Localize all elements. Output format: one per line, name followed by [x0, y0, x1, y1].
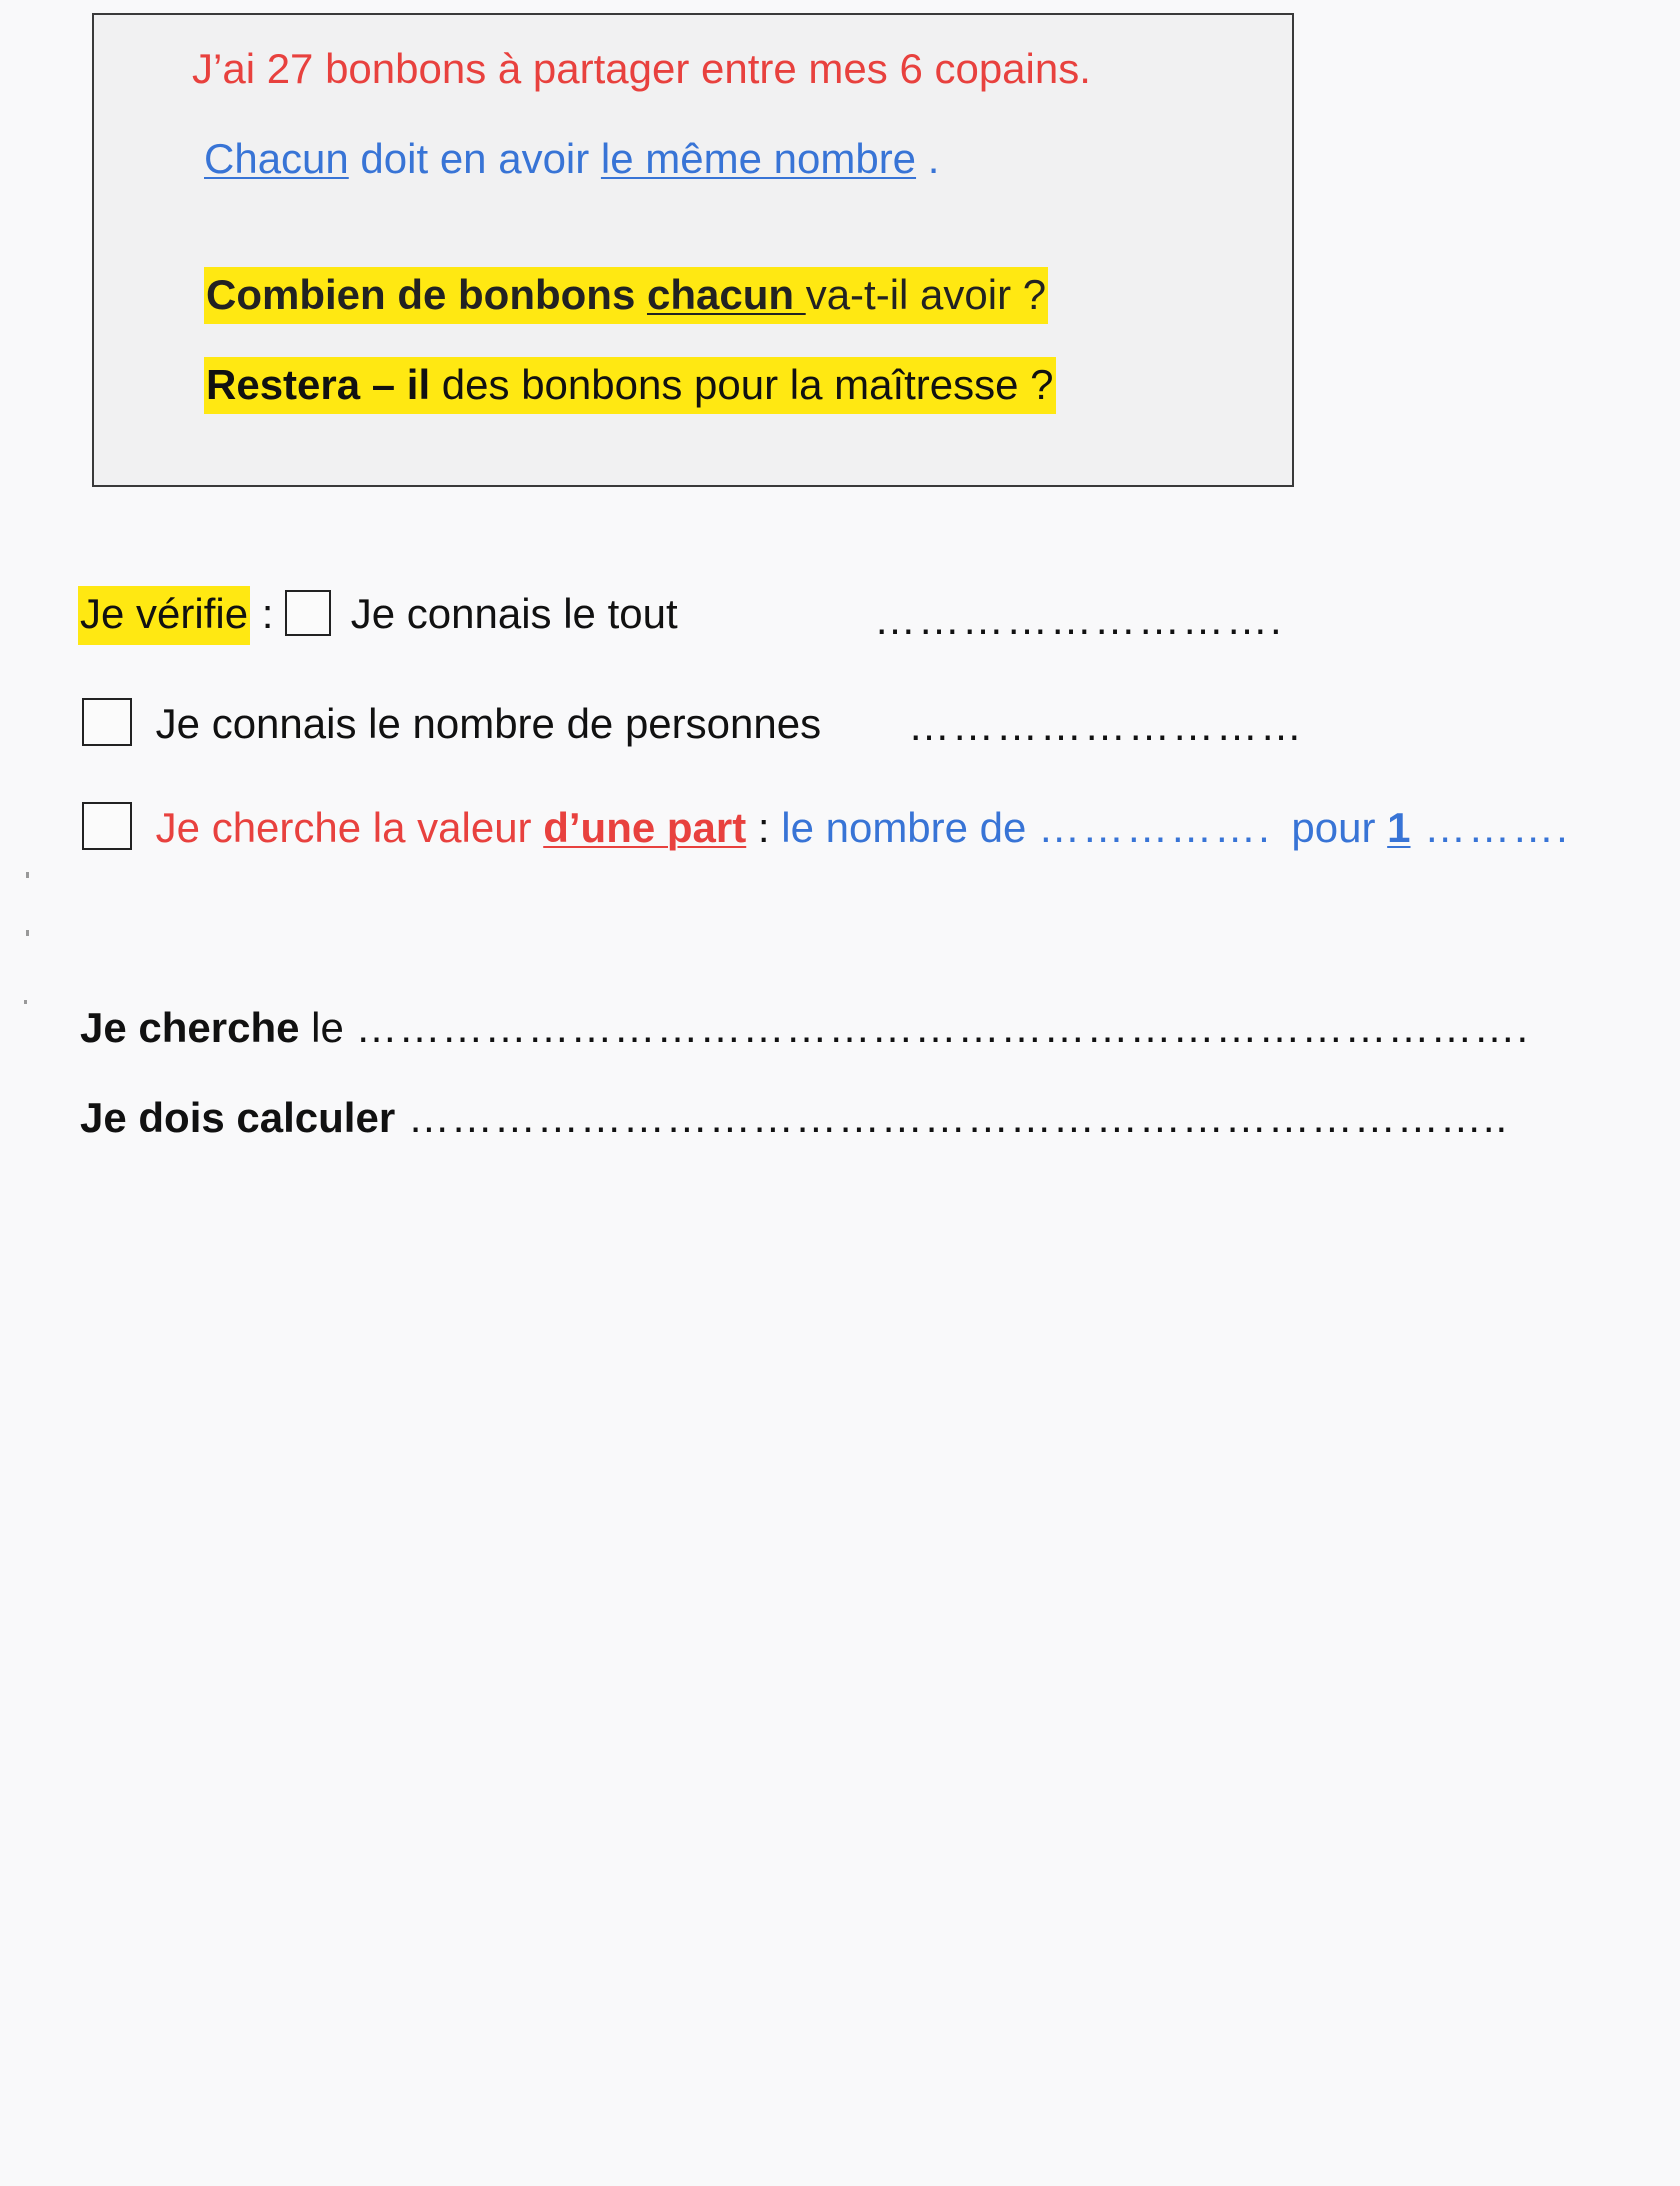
- verify-item-1-dots: ……………………….: [874, 596, 1284, 643]
- checkbox-personnes[interactable]: [82, 698, 132, 746]
- question-1-chacun: chacun: [646, 271, 806, 318]
- verify-item-2-dots: ………………………: [908, 702, 1304, 749]
- checkbox-tout[interactable]: [285, 590, 331, 636]
- search-row: Je cherche le ……………………………………………………………………….: [80, 1004, 1530, 1051]
- question-1-highlight: Combien de bonbons chacun va-t-il avoir ?: [204, 267, 1048, 324]
- number-one: 1: [1387, 804, 1411, 851]
- search-label: Je cherche: [80, 1004, 300, 1051]
- problem-statement: J’ai 27 bonbons à partager entre mes 6 copains.: [192, 45, 1091, 92]
- search-dots: ……………………………………………………………………….: [355, 1004, 1530, 1051]
- verify-row-2: [82, 698, 821, 748]
- question-1: [204, 271, 1048, 319]
- verify-row-1: Je vérifie : Je connais le tout: [78, 590, 678, 638]
- question-2-highlight: Restera – il des bonbons pour la maîtresse ?: [204, 357, 1056, 414]
- verify-item-3-dots-1: …………….: [1038, 804, 1286, 851]
- condition-word-meme-nombre: le même nombre: [600, 135, 917, 182]
- calculate-label: Je dois calculer: [80, 1094, 396, 1141]
- checkbox-une-part[interactable]: [82, 802, 132, 850]
- verify-item-2-text: Je connais le nombre de personnes: [155, 700, 822, 747]
- problem-box: [92, 13, 1294, 487]
- scan-speck: [24, 1000, 27, 1004]
- condition-word-chacun: Chacun: [204, 135, 349, 182]
- calculate-dots: …………………………………………………………………..: [395, 1094, 1509, 1141]
- scan-speck: [26, 930, 29, 936]
- verify-label: Je vérifie: [78, 586, 250, 645]
- question-2: [204, 361, 1056, 409]
- une-part-keyword: d’une part: [543, 804, 747, 851]
- scan-speck: [26, 872, 29, 878]
- calculate-row: [80, 1094, 1508, 1142]
- verify-row-3: Je cherche la valeur d’une part : le nombre de ……………. pour 1 ……….: [82, 802, 1570, 852]
- problem-condition: Chacun doit en avoir le même nombre .: [204, 135, 940, 182]
- verify-item-1-text: Je connais le tout: [350, 590, 678, 637]
- verify-item-3-dots-2: ……….: [1410, 804, 1570, 851]
